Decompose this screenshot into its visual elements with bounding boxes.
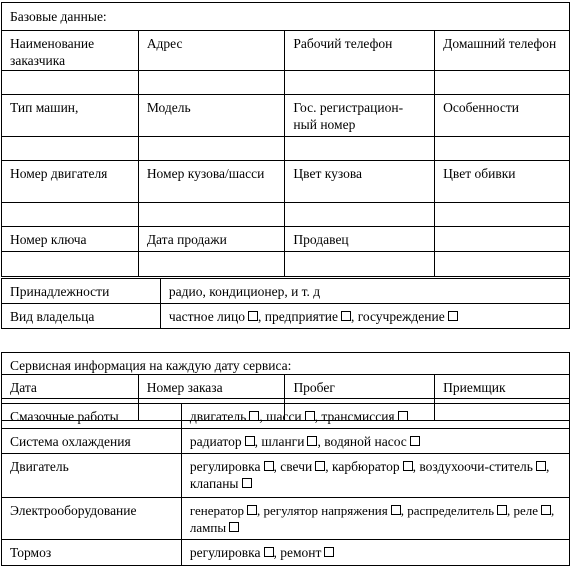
checkbox-icon[interactable] [307,436,317,446]
cell-sale-date: Дата продажи [138,227,285,252]
cell-customer-name-value[interactable] [2,71,139,95]
checkbox-icon[interactable] [264,547,274,557]
cell-upholstery-color-value[interactable] [435,203,570,227]
work-label: Двигатель [2,454,182,498]
cell-address-value[interactable] [138,71,285,95]
checkbox-icon[interactable] [324,547,334,557]
checkbox-icon[interactable] [249,411,259,421]
owner-table [1,278,570,329]
checkbox-icon[interactable] [391,505,401,515]
service-col-receiver: Приемщик [435,375,570,399]
cell-body-color: Цвет кузова [285,161,435,203]
base-data-table [1,2,570,277]
checkbox-icon[interactable] [315,461,325,471]
accessories-value: радио, кондиционер, и т. д [160,279,569,304]
work-items: регулировка , свечи , карбюратор , воздухоочи-ститель , клапаны [181,454,569,498]
checkbox-icon[interactable] [448,311,458,321]
checkbox-icon[interactable] [536,461,546,471]
work-label: Электрооборудование [2,498,182,540]
cell-body-number-value[interactable] [138,203,285,227]
checkbox-icon[interactable] [248,311,258,321]
cell-features-value[interactable] [435,137,570,161]
cell-seller-value[interactable] [285,252,435,277]
owner-option[interactable]: госучреждение [358,309,458,324]
checkbox-icon[interactable] [410,436,420,446]
cell-machine-type: Тип машин, [2,95,139,137]
checkbox-icon[interactable] [242,478,252,488]
cell-empty [435,227,570,252]
checkbox-icon[interactable] [247,505,257,515]
service-col-order: Номер заказа [138,375,285,399]
cell-body-color-value[interactable] [285,203,435,227]
owner-option[interactable]: предприятие [265,309,351,324]
cell-work-phone: Рабочий телефон [285,31,435,71]
owner-option[interactable]: частное лицо [169,309,258,324]
cell-sale-date-value[interactable] [138,252,285,277]
cell-home-phone-value[interactable] [435,71,570,95]
checkbox-icon[interactable] [541,505,551,515]
base-data-title: Базовые данные: [2,3,570,31]
checkbox-icon[interactable] [245,436,255,446]
checkbox-icon[interactable] [398,411,408,421]
work-items: регулировка , ремонт [181,540,569,566]
cell-body-number: Номер кузова/шасси [138,161,285,203]
cell-machine-type-value[interactable] [2,137,139,161]
cell-registration-number-value[interactable] [285,137,435,161]
checkbox-icon[interactable] [264,461,274,471]
work-items: двигатель , шасси , трансмиссия [181,404,569,429]
work-items: радиатор , шланги , водяной насос [181,429,569,454]
works-table [1,403,570,566]
cell-registration-number: Гос. регистрацион-ный номер [285,95,435,137]
checkbox-icon[interactable] [341,311,351,321]
service-col-mileage: Пробег [285,375,435,399]
work-label: Система охлаждения [2,429,182,454]
cell-key-number: Номер ключа [2,227,139,252]
cell-model-value[interactable] [138,137,285,161]
cell-home-phone: Домашний телефон [435,31,570,71]
checkbox-icon[interactable] [403,461,413,471]
cell-seller: Продавец [285,227,435,252]
service-title: Сервисная информация на каждую дату сервиса: [2,353,570,375]
cell-address: Адрес [138,31,285,71]
cell-empty-value[interactable] [435,252,570,277]
service-col-date: Дата [2,375,139,399]
cell-features: Особенности [435,95,570,137]
checkbox-icon[interactable] [497,505,507,515]
cell-model: Модель [138,95,285,137]
checkbox-icon[interactable] [229,522,239,532]
owner-type-options: частное лицо , предприятие , госучреждение [160,304,569,329]
owner-type-label: Вид владельца [2,304,161,329]
accessories-label: Принадлежности [2,279,161,304]
cell-key-number-value[interactable] [2,252,139,277]
cell-customer-name: Наименование заказчика [2,31,139,71]
checkbox-icon[interactable] [305,411,315,421]
cell-engine-number: Номер двигателя [2,161,139,203]
work-label: Тормоз [2,540,182,566]
work-items: генератор , регулятор напряжения , распределитель , реле , лампы [181,498,569,540]
cell-upholstery-color: Цвет обивки [435,161,570,203]
work-label: Смазочные работы [2,404,182,429]
cell-work-phone-value[interactable] [285,71,435,95]
cell-engine-number-value[interactable] [2,203,139,227]
